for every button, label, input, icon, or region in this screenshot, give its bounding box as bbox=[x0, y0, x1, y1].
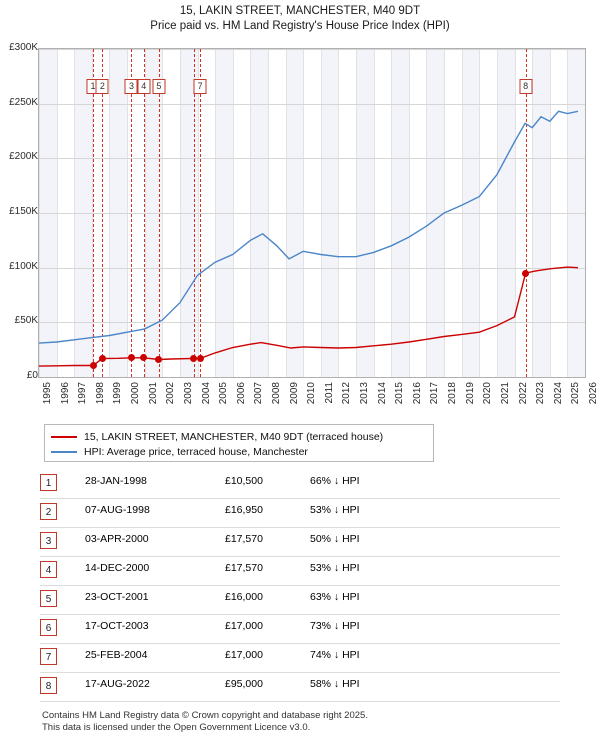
legend-label-property: 15, LAKIN STREET, MANCHESTER, M40 9DT (terraced house) bbox=[84, 431, 384, 443]
gridline-vertical bbox=[585, 49, 586, 377]
x-axis-tick-label: 2013 bbox=[359, 382, 371, 405]
page-title bbox=[0, 4, 600, 34]
event-marker-flag[interactable]: 8 bbox=[519, 79, 532, 94]
table-row[interactable] bbox=[40, 644, 560, 673]
row-date: 23-OCT-2001 bbox=[85, 591, 149, 603]
x-axis-tick-label: 2015 bbox=[394, 382, 406, 405]
footer-line-2: This data is licensed under the Open Government Licence v3.0. bbox=[42, 722, 311, 733]
x-axis-tick-label: 2026 bbox=[588, 382, 599, 405]
row-hpi-diff: 53% ↓ HPI bbox=[310, 562, 360, 574]
event-marker-flag[interactable]: 4 bbox=[137, 79, 150, 94]
legend-item-property bbox=[51, 430, 427, 444]
x-axis-tick-label: 1999 bbox=[112, 382, 124, 405]
sale-point[interactable] bbox=[90, 362, 97, 369]
series-line bbox=[39, 267, 578, 366]
x-axis-tick-label: 2006 bbox=[235, 382, 247, 405]
event-marker-flag[interactable]: 3 bbox=[125, 79, 138, 94]
x-axis-tick-label: 1996 bbox=[59, 382, 71, 405]
x-axis-tick-label: 2023 bbox=[535, 382, 547, 405]
chart-area bbox=[0, 40, 600, 410]
legend-item-hpi bbox=[51, 445, 427, 459]
chart-legend bbox=[44, 424, 434, 462]
row-price: £95,000 bbox=[225, 678, 263, 690]
row-index-badge: 7 bbox=[40, 648, 57, 665]
row-price: £17,000 bbox=[225, 620, 263, 632]
row-index-badge: 6 bbox=[40, 619, 57, 636]
x-axis-tick-label: 2020 bbox=[482, 382, 494, 405]
x-axis-tick-label: 2012 bbox=[341, 382, 353, 405]
x-axis-tick-label: 2025 bbox=[570, 382, 582, 405]
series-line bbox=[39, 111, 578, 343]
row-date: 28-JAN-1998 bbox=[85, 475, 147, 487]
gridline-horizontal bbox=[39, 377, 585, 378]
event-marker-flag[interactable]: 2 bbox=[96, 79, 109, 94]
row-index-badge: 4 bbox=[40, 561, 57, 578]
x-axis-tick-label: 2022 bbox=[517, 382, 529, 405]
table-row[interactable] bbox=[40, 586, 560, 615]
x-axis-tick-label: 1998 bbox=[94, 382, 106, 405]
x-axis-tick-label: 1997 bbox=[77, 382, 89, 405]
row-hpi-diff: 74% ↓ HPI bbox=[310, 649, 360, 661]
x-axis-tick-label: 2003 bbox=[182, 382, 194, 405]
table-row[interactable] bbox=[40, 470, 560, 499]
x-axis-tick-label: 2010 bbox=[306, 382, 318, 405]
row-date: 25-FEB-2004 bbox=[85, 649, 148, 661]
row-price: £17,000 bbox=[225, 649, 263, 661]
row-date: 07-AUG-1998 bbox=[85, 504, 150, 516]
row-hpi-diff: 73% ↓ HPI bbox=[310, 620, 360, 632]
table-row[interactable] bbox=[40, 557, 560, 586]
y-axis-tick-label: £50K bbox=[14, 315, 38, 327]
table-row[interactable] bbox=[40, 615, 560, 644]
event-marker-flag[interactable]: 7 bbox=[194, 79, 207, 94]
row-date: 17-OCT-2003 bbox=[85, 620, 149, 632]
table-row[interactable] bbox=[40, 673, 560, 702]
title-line-1: 15, LAKIN STREET, MANCHESTER, M40 9DT bbox=[179, 5, 421, 17]
row-date: 17-AUG-2022 bbox=[85, 678, 150, 690]
x-axis-tick-label: 2017 bbox=[429, 382, 441, 405]
row-price: £17,570 bbox=[225, 562, 263, 574]
sales-table bbox=[40, 470, 560, 702]
y-axis-tick-label: £200K bbox=[9, 151, 38, 163]
plot-canvas bbox=[38, 48, 586, 378]
event-marker-flag[interactable]: 1 bbox=[87, 79, 100, 94]
legend-label-hpi: HPI: Average price, terraced house, Manchester bbox=[84, 446, 308, 458]
row-price: £10,500 bbox=[225, 475, 263, 487]
row-price: £16,000 bbox=[225, 591, 263, 603]
x-axis-tick-label: 2007 bbox=[253, 382, 265, 405]
sale-point[interactable] bbox=[197, 355, 204, 362]
footer bbox=[42, 710, 582, 734]
x-axis-tick-label: 2018 bbox=[447, 382, 459, 405]
y-axis-tick-label: £150K bbox=[9, 206, 38, 217]
x-axis-tick-label: 1995 bbox=[42, 382, 53, 405]
x-axis-tick-label: 2011 bbox=[323, 382, 335, 404]
row-price: £17,570 bbox=[225, 533, 263, 545]
table-row[interactable] bbox=[40, 528, 560, 557]
row-hpi-diff: 58% ↓ HPI bbox=[310, 678, 360, 690]
sale-point[interactable] bbox=[522, 270, 529, 277]
row-hpi-diff: 53% ↓ HPI bbox=[310, 504, 360, 516]
x-axis-tick-label: 2008 bbox=[270, 382, 282, 405]
row-index-badge: 2 bbox=[40, 503, 57, 520]
legend-swatch-property bbox=[51, 436, 77, 438]
row-date: 03-APR-2000 bbox=[85, 533, 149, 545]
row-divider bbox=[40, 701, 560, 702]
x-axis-tick-label: 2021 bbox=[499, 382, 511, 405]
series-lines bbox=[39, 49, 585, 377]
footer-line-1: Contains HM Land Registry data © Crown copyright and database right 2025. bbox=[42, 710, 368, 721]
legend-swatch-hpi bbox=[51, 451, 77, 453]
x-axis-tick-label: 2019 bbox=[464, 382, 476, 405]
title-line-2: Price paid vs. HM Land Registry's House Price Index (HPI) bbox=[150, 20, 450, 32]
row-index-badge: 5 bbox=[40, 590, 57, 607]
x-axis-tick-label: 2014 bbox=[376, 382, 388, 405]
row-index-badge: 3 bbox=[40, 532, 57, 549]
x-axis-tick-label: 2000 bbox=[130, 382, 142, 405]
row-hpi-diff: 50% ↓ HPI bbox=[310, 533, 360, 545]
y-axis-tick-label: £100K bbox=[9, 260, 38, 272]
table-row[interactable] bbox=[40, 499, 560, 528]
row-hpi-diff: 63% ↓ HPI bbox=[310, 591, 360, 603]
x-axis-tick-label: 2005 bbox=[218, 382, 230, 405]
x-axis-tick-label: 2002 bbox=[165, 382, 177, 405]
row-index-badge: 1 bbox=[40, 474, 57, 491]
y-axis-tick-label: £0 bbox=[26, 370, 38, 381]
x-axis-tick-label: 2016 bbox=[411, 382, 423, 405]
x-axis-tick-label: 2009 bbox=[288, 382, 300, 405]
event-marker-flag[interactable]: 5 bbox=[152, 79, 165, 94]
row-date: 14-DEC-2000 bbox=[85, 562, 150, 574]
row-price: £16,950 bbox=[225, 504, 263, 516]
y-axis-tick-label: £250K bbox=[9, 96, 38, 108]
x-axis-tick-label: 2001 bbox=[147, 382, 159, 405]
row-hpi-diff: 66% ↓ HPI bbox=[310, 475, 360, 487]
x-axis-tick-label: 2004 bbox=[200, 382, 212, 405]
row-index-badge: 8 bbox=[40, 677, 57, 694]
x-axis-tick-label: 2024 bbox=[552, 382, 564, 405]
y-axis-tick-label: £300K bbox=[9, 42, 38, 53]
sale-point[interactable] bbox=[99, 355, 106, 362]
